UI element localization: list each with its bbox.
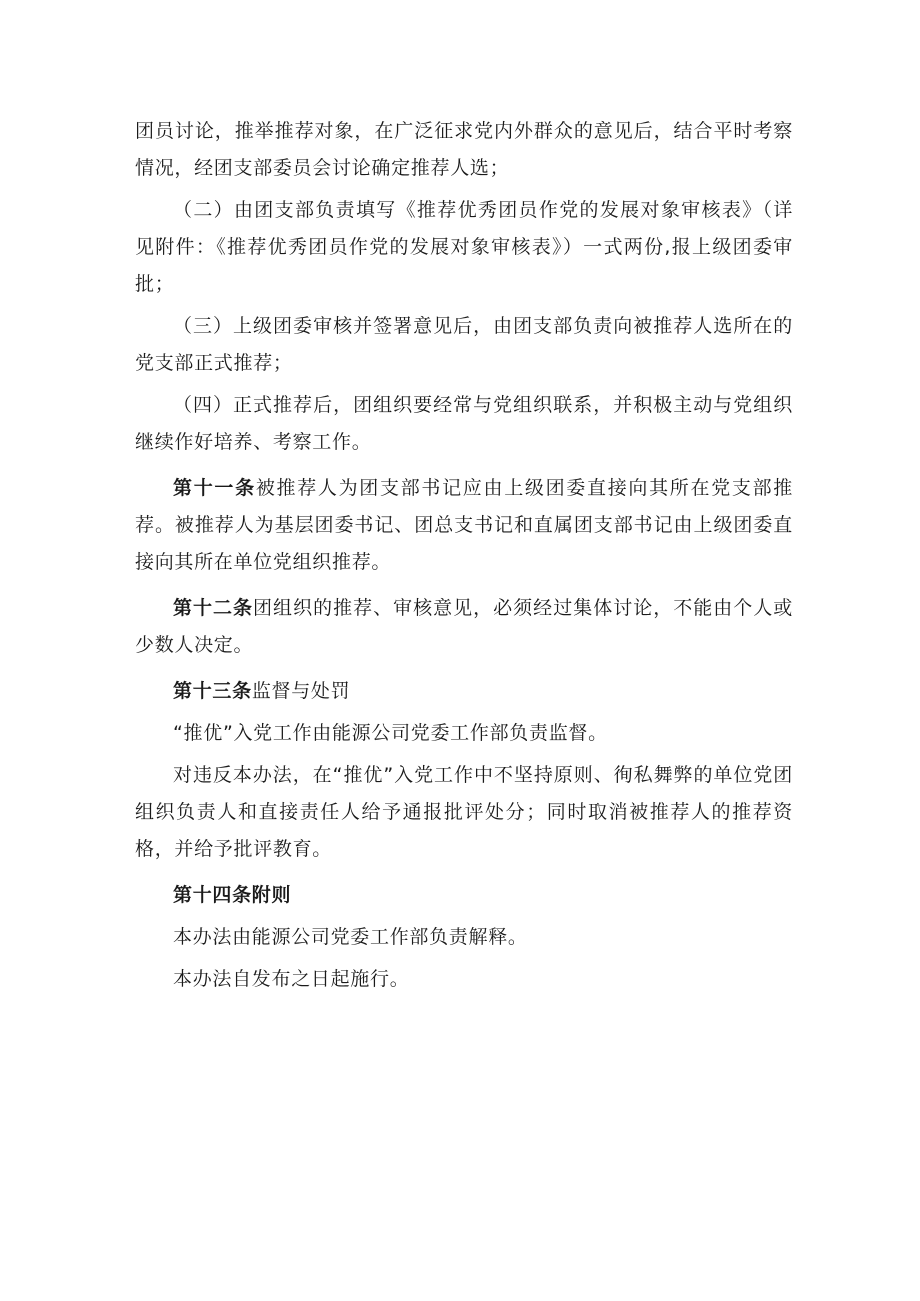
article-heading: 第十三条 [173,680,252,702]
paragraph-text: （三）上级团委审核并签署意见后，由团支部负责向被推荐人选所在的党支部正式推荐； [135,315,793,374]
document-body [135,113,793,998]
paragraph-penalty [135,757,793,868]
paragraph-supervision [135,715,793,752]
article-14 [135,877,793,914]
paragraph-text: （二）由团支部负责填写《推荐优秀团员作党的发展对象审核表》（详见附件：《推荐优秀团员作党的发展对象审核表》）一式两份,报上级团委审批； [135,199,793,295]
article-text: 监督与处罚 [251,680,351,702]
paragraph-continuation [135,113,793,187]
paragraph-text: 团员讨论，推举推荐对象，在广泛征求党内外群众的意见后，结合平时考察情况，经团支部委员会讨论确定推荐人选； [135,120,793,179]
paragraph-text: 本办法由能源公司党委工作部负责解释。 [173,926,528,948]
article-12 [135,590,793,664]
article-text: 被推荐人为团支部书记应由上级团委直接向其所在党支部推荐。被推荐人为基层团委书记、团总支书记和直属团支部书记由上级团委直接向其所在单位党组织推荐。 [135,477,794,573]
article-heading: 第十二条 [173,597,254,619]
paragraph-text: 对违反本办法，在“推优”入党工作中不坚持原则、徇私舞弊的单位党团组织负责人和直接责任人给予通报批评处分；同时取消被推荐人的推荐资格，并给予批评教育。 [135,764,793,860]
paragraph-text: 本办法自发布之日起施行。 [173,968,410,990]
paragraph-item-3 [135,308,793,382]
paragraph-interpretation [135,919,793,956]
paragraph-item-2 [135,192,793,303]
article-heading: 第十四条附则 [173,884,292,906]
article-11 [135,470,793,581]
paragraph-text: “推优”入党工作由能源公司党委工作部负责监督。 [173,722,608,744]
article-text: 团组织的推荐、审核意见，必须经过集体讨论，不能由个人或少数人决定。 [135,597,793,656]
paragraph-text: （四）正式推荐后，团组织要经常与党组织联系，并积极主动与党组织继续作好培养、考察工作。 [135,394,793,453]
paragraph-item-4 [135,387,793,461]
article-13 [135,673,793,710]
paragraph-effective-date [135,961,793,998]
article-heading: 第十一条 [173,477,256,499]
